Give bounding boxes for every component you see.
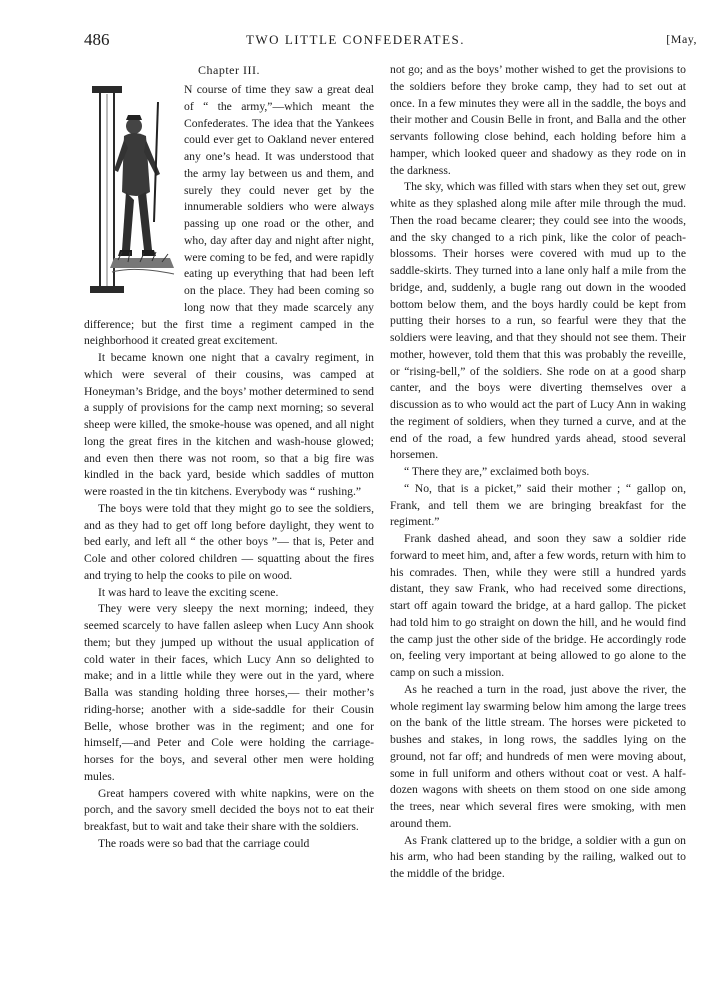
left-column <box>84 62 374 853</box>
chapter-heading: Chapter III. <box>198 63 260 77</box>
paragraph: As he reached a turn in the road, just above the river, the whole regiment lay swarming below him among the large trees on the bank of the little stream. The horses were picketed to bushes and stakes, in long rows, the saddles lying on the ground, not far off; and hundreds of men were moving about, some in full uniform and others without coat or vest. A half-dozen wagons with sheets on them stood on one side among the trees, near which several fires were smoking, with men around them. <box>390 682 686 830</box>
paragraph: It became known one night that a cavalry regiment, in which were several of their cousins, was camped at Honeyman’s Bridge, and the boys’ mother determined to send a supply of provisions for the camp next morning; so several sheep were killed, the smoke-house was opened, and all night long the great fires in the kitchen and wash-house glowed; and even then there was not room, so that a big fire was kindled in the back yard, beside which saddles of mutton were roasted in the tin kitchens. Everybody was “ rushing.” <box>84 351 374 498</box>
running-header <box>0 30 711 54</box>
paragraph: Frank dashed ahead, and soon they saw a soldier ride forward to meet him, and, after a few words, return with him to his comrades. Then, while they were still a hundred yards distant, they saw Frank, who had received some directions, start off again toward the bridge, at a hard gallop. The picket had told him to go straight on down the hill, and he would find the camp just the other side of the bridge. He accordingly rode on, feeling very important at being allowed to go alone to the camp on such a mission. <box>390 532 686 679</box>
drop-cap <box>84 82 178 306</box>
paragraph: As Frank clattered up to the bridge, a soldier with a gun on his arm, who had been standing by the railing, walked out to the middle of the bridge. <box>390 833 686 880</box>
paragraph: The boys were told that they might go to see the soldiers, and as they had to get off long before daylight, they went to bed early, and left all “ the other boys ”— that is, Peter and Cole and other colored children — squatting about the fires and trying to help the cooks to pile on wood. <box>84 501 374 582</box>
paragraph: They were very sleepy the next morning; indeed, they seemed scarcely to have fallen asleep when Lucy Ann shook them; but they jumped up without the usual application of cold water in their faces, which Lucy Ann so delighted to make; and in a little while they were out in the yard, where Balla was standing holding three horses,— their mother’s riding-horse; another with a side-saddle for their Cousin Belle, whose brother was in the regiment; and one for himself,—and Peter and Cole were holding the carriage-horses for the boys, and several other men were holding mules. <box>84 602 374 783</box>
paragraph: It was hard to leave the exciting scene. <box>98 585 279 599</box>
paragraph: The roads were so bad that the carriage could <box>98 836 310 850</box>
paragraph: Great hampers covered with white napkins, were on the porch, and the savory smell decided the boys not to eat their breakfast, but to wait and take their share with the soldiers. <box>84 786 374 833</box>
paragraph: “ There they are,” exclaimed both boys. <box>404 465 590 478</box>
soldier-illustration-icon <box>84 82 178 306</box>
paragraph: The sky, which was filled with stars when they set out, grew white as they splashed along mile after mile through the mud. Then the road became clearer; they could see into the woods, and the sky changed to a rich pink, like the color of peach-blossoms. Their horses were covered with mud up to the saddle-skirts. They turned into a lane only half a mile from the bridge, and, suddenly, a bugle rang out down in the wooded bottom below them, and the boys hardly could be kept from putting their horses to a run, so fearful were they that the soldiers were leaving, and that they should not see them. Their mother, however, told them that this was probably the reveille, or “rising-bell,” of the soldiers. She rode on at a good sharp canter, and the boys were diverting themselves over a discussion as to who would act the part of Lucy Ann in waking the regiment of soldiers, when they turned a curve, and at the end of the road, a few hundred yards ahead, stood several horsemen. <box>390 180 686 462</box>
paragraph: not go; and as the boys’ mother wished to get the provisions to the soldiers before they broke camp, they had to set out at once. In a few minutes they were all in the saddle, the boys and their mother and Cousin Belle in front, and Balla and the other servants following close behind, each holding before him a hamper, which looked queer and shadowy as they rode on in the darkness. <box>390 63 686 177</box>
right-column <box>390 62 686 883</box>
running-title: TWO LITTLE CONFEDERATES. <box>245 32 466 47</box>
paragraph: “ No, that is a picket,” said their mother ; “ gallop on, Frank, and tell them we are bringing breakfast for the regiment.” <box>390 481 686 529</box>
running-month: [May, <box>666 32 697 46</box>
page-number: 486 <box>84 30 110 49</box>
paragraph: N course of time they saw a great deal of “ the army,”—which meant the Confederates. The idea that the Yankees could ever get to Oakland never entered any one’s head. It was understood that the army lay between us and them, and surely they could never get by the innumerable soldiers who were always passing up one road or the other, and who, day after day and night after night, were coming to be fed, and were rapidly eating up everything that had been left on the place. They had been coming so long now that they made scarcely any difference; but the first time a regiment camped in the neighborhood it created great excitement. <box>84 83 374 348</box>
